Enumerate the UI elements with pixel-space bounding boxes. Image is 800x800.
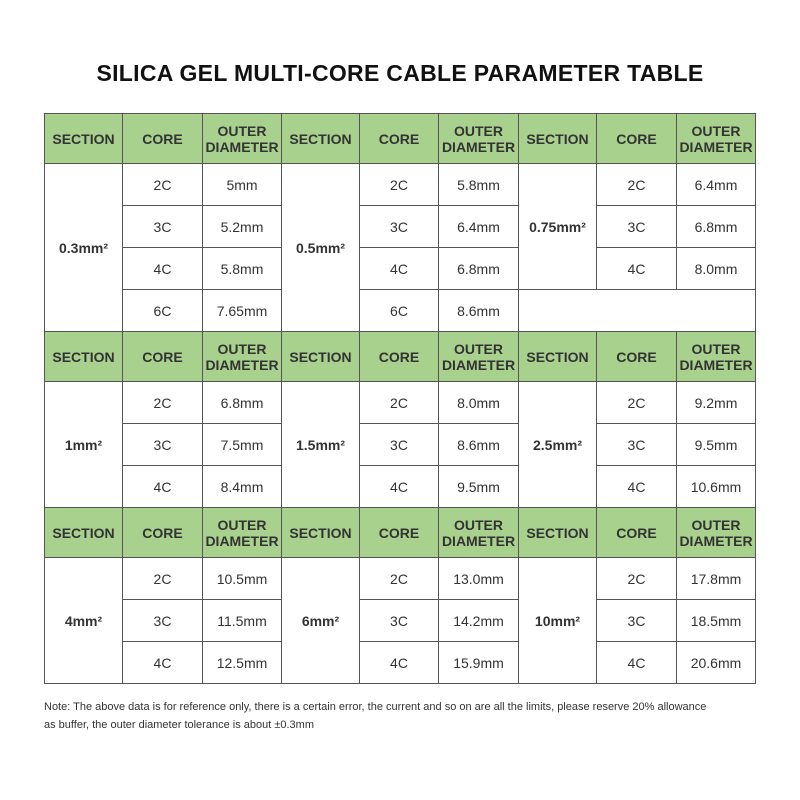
core-cell: 3C: [597, 600, 677, 642]
header-section: SECTION: [45, 508, 123, 558]
header-outer-line2: DIAMETER: [679, 532, 753, 549]
header-outer-line1: OUTER: [691, 122, 741, 139]
diameter-cell: 10.5mm: [203, 558, 282, 600]
header-section: SECTION: [282, 114, 360, 164]
table-row: [45, 642, 756, 684]
header-outer-line1: OUTER: [454, 122, 503, 139]
header-outer-line1: OUTER: [691, 516, 741, 533]
table-row: [45, 248, 756, 290]
core-cell: 4C: [123, 642, 203, 684]
section-cell: 0.75mm²: [519, 164, 597, 290]
diameter-cell: 10.6mm: [677, 466, 756, 508]
section-cell: 4mm²: [45, 558, 123, 684]
table-row: [45, 558, 756, 600]
header-section: SECTION: [519, 114, 597, 164]
diameter-cell: 20.6mm: [677, 642, 756, 684]
header-outer-line2: DIAMETER: [205, 138, 279, 155]
diameter-cell: 6.4mm: [439, 206, 519, 248]
core-cell: 3C: [597, 206, 677, 248]
core-cell: 2C: [360, 382, 439, 424]
diameter-cell: 5.8mm: [203, 248, 282, 290]
table-row: [45, 466, 756, 508]
diameter-cell: 12.5mm: [203, 642, 282, 684]
header-outer-diameter: [439, 508, 519, 558]
diameter-cell: 9.5mm: [439, 466, 519, 508]
diameter-cell: 8.6mm: [439, 424, 519, 466]
header-outer-diameter: [203, 508, 282, 558]
diameter-cell: 9.2mm: [677, 382, 756, 424]
header-outer-line1: OUTER: [217, 122, 267, 139]
header-outer-diameter: [677, 332, 756, 382]
header-outer-diameter: [677, 114, 756, 164]
cable-parameter-table: [44, 113, 756, 684]
core-cell: 4C: [123, 466, 203, 508]
header-core: CORE: [597, 114, 677, 164]
diameter-cell: 8.4mm: [203, 466, 282, 508]
header-outer-line2: DIAMETER: [205, 532, 279, 549]
header-section: SECTION: [519, 332, 597, 382]
footnote-line-1: Note: The above data is for reference only, there is a certain error, the current and so on are all the limits, please reserve 20% allowance: [44, 701, 707, 713]
table-row: [45, 290, 756, 332]
header-core: CORE: [597, 332, 677, 382]
core-cell: 4C: [597, 642, 677, 684]
header-outer-diameter: [203, 114, 282, 164]
header-core: CORE: [360, 332, 439, 382]
core-cell: 4C: [360, 466, 439, 508]
section-cell: 10mm²: [519, 558, 597, 684]
core-cell: 3C: [360, 424, 439, 466]
diameter-cell: 13.0mm: [439, 558, 519, 600]
table-row: [45, 382, 756, 424]
header-outer-line2: DIAMETER: [205, 356, 279, 373]
header-row: [45, 508, 756, 558]
diameter-cell: 8.0mm: [439, 382, 519, 424]
footnote-line-2: as buffer, the outer diameter tolerance is about ±0.3mm: [44, 719, 314, 731]
header-row: [45, 114, 756, 164]
header-outer-diameter: [439, 332, 519, 382]
core-cell: 2C: [597, 382, 677, 424]
core-cell: 2C: [360, 558, 439, 600]
core-cell: 4C: [360, 642, 439, 684]
diameter-cell: 5.2mm: [203, 206, 282, 248]
table-body: [45, 114, 756, 684]
core-cell: 2C: [597, 164, 677, 206]
header-outer-line2: DIAMETER: [441, 138, 516, 155]
core-cell: 3C: [123, 424, 203, 466]
diameter-cell: 8.6mm: [439, 290, 519, 332]
header-core: CORE: [123, 114, 203, 164]
diameter-cell: 6.8mm: [439, 248, 519, 290]
header-outer-line1: OUTER: [691, 340, 741, 357]
header-outer-line2: DIAMETER: [679, 138, 753, 155]
page-title: SILICA GEL MULTI-CORE CABLE PARAMETER TABLE: [96, 60, 704, 86]
header-core: CORE: [360, 508, 439, 558]
table-row: [45, 424, 756, 466]
diameter-cell: 7.65mm: [203, 290, 282, 332]
diameter-cell: 9.5mm: [677, 424, 756, 466]
diameter-cell: 15.9mm: [439, 642, 519, 684]
core-cell: 3C: [123, 600, 203, 642]
header-outer-line2: DIAMETER: [441, 532, 516, 549]
header-section: SECTION: [45, 332, 123, 382]
core-cell: 4C: [360, 248, 439, 290]
core-cell: 3C: [597, 424, 677, 466]
header-section: SECTION: [282, 332, 360, 382]
section-cell: 6mm²: [282, 558, 360, 684]
empty-cell: [519, 290, 756, 332]
diameter-cell: 17.8mm: [677, 558, 756, 600]
header-core: CORE: [123, 508, 203, 558]
core-cell: 4C: [597, 248, 677, 290]
table-row: [45, 206, 756, 248]
header-section: SECTION: [519, 508, 597, 558]
diameter-cell: 18.5mm: [677, 600, 756, 642]
section-cell: 2.5mm²: [519, 382, 597, 508]
core-cell: 6C: [123, 290, 203, 332]
core-cell: 4C: [123, 248, 203, 290]
header-outer-line1: OUTER: [454, 340, 503, 357]
header-core: CORE: [360, 114, 439, 164]
section-cell: 1mm²: [45, 382, 123, 508]
header-core: CORE: [123, 332, 203, 382]
diameter-cell: 6.4mm: [677, 164, 756, 206]
core-cell: 2C: [123, 558, 203, 600]
core-cell: 2C: [123, 382, 203, 424]
core-cell: 3C: [360, 206, 439, 248]
diameter-cell: 11.5mm: [203, 600, 282, 642]
diameter-cell: 14.2mm: [439, 600, 519, 642]
diameter-cell: 5.8mm: [439, 164, 519, 206]
header-outer-line1: OUTER: [454, 516, 503, 533]
section-cell: 0.5mm²: [282, 164, 360, 332]
header-outer-line2: DIAMETER: [679, 356, 753, 373]
footnote: [44, 698, 759, 734]
diameter-cell: 7.5mm: [203, 424, 282, 466]
diameter-cell: 6.8mm: [677, 206, 756, 248]
section-cell: 1.5mm²: [282, 382, 360, 508]
core-cell: 3C: [123, 206, 203, 248]
diameter-cell: 6.8mm: [203, 382, 282, 424]
header-outer-line2: DIAMETER: [441, 356, 516, 373]
header-section: SECTION: [45, 114, 123, 164]
header-outer-diameter: [677, 508, 756, 558]
table-row: [45, 600, 756, 642]
header-outer-diameter: [439, 114, 519, 164]
table-row: [45, 164, 756, 206]
diameter-cell: 8.0mm: [677, 248, 756, 290]
header-outer-line1: OUTER: [217, 516, 267, 533]
header-row: [45, 332, 756, 382]
core-cell: 3C: [360, 600, 439, 642]
header-outer-diameter: [203, 332, 282, 382]
core-cell: 2C: [597, 558, 677, 600]
core-cell: 2C: [360, 164, 439, 206]
diameter-cell: 5mm: [203, 164, 282, 206]
core-cell: 4C: [597, 466, 677, 508]
section-cell: 0.3mm²: [45, 164, 123, 332]
header-outer-line1: OUTER: [217, 340, 267, 357]
core-cell: 6C: [360, 290, 439, 332]
core-cell: 2C: [123, 164, 203, 206]
header-core: CORE: [597, 508, 677, 558]
header-section: SECTION: [282, 508, 360, 558]
